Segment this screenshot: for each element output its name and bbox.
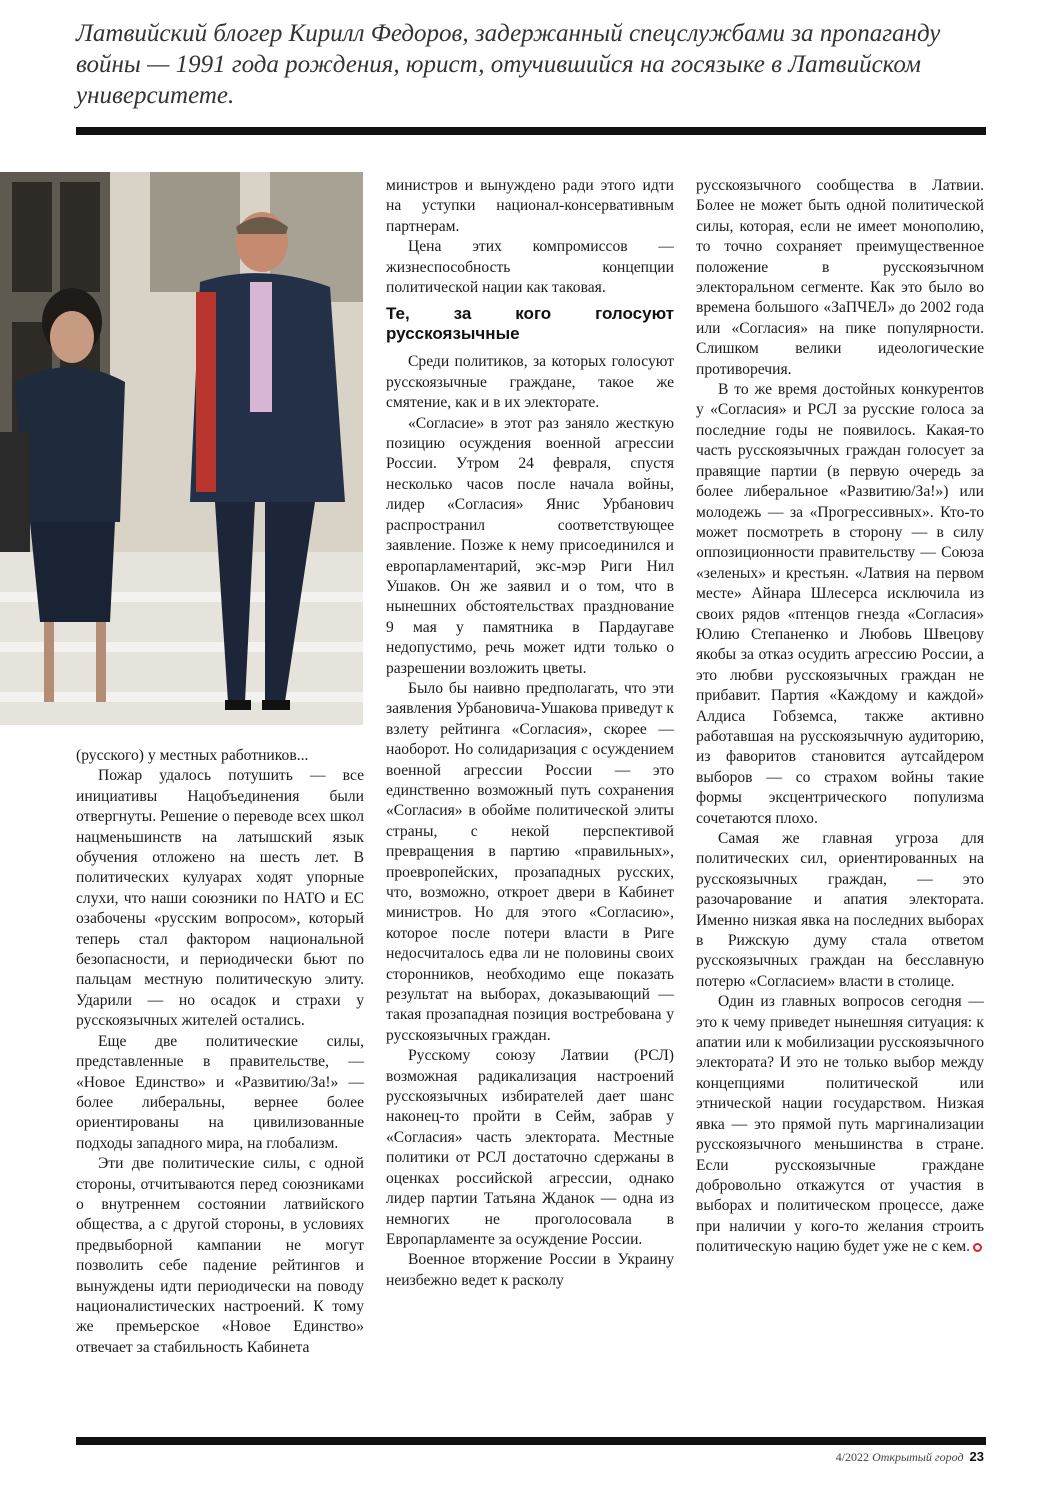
paragraph: «Согласие» в этот раз заняло жесткую позицию осуждения военной агрессии России. Утром 24 февраля, спустя несколько часов после начала войны, лидер «Согласия» Янис Урбанович распространил соответствующее заявление. Позже к нему присоединился и европарламентарий, экс-мэр Риги Нил Ушаков. Он же заявил и о том, что в нынешних обстоятельствах празднование 9 мая у памятника в Пардаугаве недопустимо, речь может идти только о разрешении возложить цветы. xyxy=(386,414,674,677)
page-footer xyxy=(836,1449,984,1465)
paragraph: Военное вторжение России в Украину неизбежно ведет к расколу xyxy=(386,1251,674,1289)
magazine-title: Открытый город xyxy=(872,1450,964,1464)
paragraph: Цена этих компромиссов — жизнеспособность концепции политической нации как таковая. xyxy=(386,238,674,297)
section-heading: Те, за кого голосуют русскоязычные xyxy=(386,304,674,344)
article-photo xyxy=(0,172,363,725)
article-column-2 xyxy=(386,176,674,1291)
article-column-1 xyxy=(76,746,364,1358)
paragraph: Было бы наивно предполагать, что эти заявления Урбановича-Ушакова приведут к взлету рейтинга «Согласия», скорее — наоборот. Но солидаризация с осуждением военной агрессии России — это единственно возможный путь сохранения «Согласия» в обойме политической элиты страны, с некой перспективой превращения в партию «правильных», проевропейских, прозападных русских, что, возможно, откроет двери в Кабинет министров. Но для этого «Согласию», которое после потери власти в Риге недосчиталось едва ли не половины своих сторонников, необходимо еще показать результат на выборах, доказывающий — такая прозападная позиция востребована у русскоязычных граждан. xyxy=(386,679,674,1044)
paragraph xyxy=(696,992,984,1257)
article-column-3 xyxy=(696,176,984,1258)
end-of-article-icon xyxy=(973,1243,982,1252)
paragraph: (русского) у местных работников... xyxy=(76,747,309,764)
paragraph: Эти две политические силы, с одной стороны, отчитываются перед союзниками о внутреннем состоянии латвийского общества, а с другой стороны, в условиях предвыборной кампании не могут позволить себе падение рейтингов и вынуждены идти периодически на поводу националистических настроений. К тому же премьерское «Новое Единство» отвечает за стабильность Кабинета xyxy=(76,1155,364,1356)
paragraph: Еще две политические силы, представленные в правительстве, — «Новое Единство» и «Развитию/За!» — более либеральны, вернее более ориентированы на цивилизованные подходы западного мира, на глобализм. xyxy=(76,1032,364,1152)
paragraph: русскоязычного сообщества в Латвии. Более не может быть одной политической силы, которая, если не имеет монополию, то точно сохраняет преимущественное положение в русскоязычном электоральном сегменте. Как это было во времена большого «ЗаПЧЕЛ» до 2002 года или «Согласия» на пике популярности. Слишком велики идеологические противоречия. xyxy=(696,177,984,378)
paragraph: Самая же главная угроза для политических сил, ориентированных на русскоязычных граждан, — это разочарование и апатия электората. Именно низкая явка на последних выборах в Рижскую думу стала ответом русскоязычных граждан на бесславную потерю «Согласием» власти в столице. xyxy=(696,830,984,990)
paragraph: министров и вынуждено ради этого идти на уступки национал-консервативным партнерам. xyxy=(386,177,674,235)
page-number: 23 xyxy=(969,1449,984,1464)
paragraph: Русскому союзу Латвии (РСЛ) возможная радикализация настроений русскоязычных избирателей дает шанс наконец-то пройти в Сейм, забрав у «Согласия» часть электората. Местные политики от РСЛ достаточно сдержаны в оценках российской агрессии, однако лидер партии Татьяна Жданок — одна из немногих не проголосовала в Европарламенте за осуждение России. xyxy=(386,1047,674,1248)
paragraph: Среди политиков, за которых голосуют русскоязычные граждане, такое же смятение, как и в их электорате. xyxy=(386,353,674,412)
paragraph-text: Один из главных вопросов сегодня — это к чему приведет нынешняя ситуация: к апатии или к мобилизации русскоязычного электората? И это не только выбор между концепциями политической или этнической нации государством. Низкая явка — это прямой путь маргинализации русскоязычного меньшинства в стране. Если русскоязычные граждане добровольно откажутся от участия в выборах и политическом процессе, даже при наличии у кого-то желания строить политическую нацию будет уже не с кем. xyxy=(696,993,984,1256)
top-rule xyxy=(76,127,986,135)
issue-number: 4/2022 xyxy=(835,1450,870,1464)
paragraph: В то же время достойных конкурентов у «Согласия» и РСЛ за русские голоса за последние годы не появилось. Какая-то часть русскоязычных граждан голосует за правящие партии (в первую очередь за более либеральное «Развитию/За!») или молодежь — за «Прогрессивных». Кто-то может посмотреть в сторону — в силу оппозиционности правительству — Союза «зеленых» и крестьян. «Латвия на первом месте» Айнара Шлесерса исключила из своих рядов «птенцов гнезда «Согласия» Юлию Степаненко и Любовь Швецову якобы за отказ осудить агрессию России, а это любви русскоязычных граждан не прибавит. Партия «Каждому и каждой» Алдиса Гобземса, также активно работавшая на русскоязычную аудиторию, из фаворитов становится аутсайдером выборов — со страхом войны такие формы эксцентрического популизма сочетаются плохо. xyxy=(696,381,984,827)
paragraph: Пожар удалось потушить — все инициативы Нацобъединения были отвергнуты. Решение о переводе всех школ нацменьшинств на латышский язык обучения отложено на шесть лет. В политических кулуарах ходят упорные слухи, что наши союзники по НАТО и ЕС озабочены «русским вопросом», который теперь стал фактором национальной безопасности, и периодически бьют по пальцам местную политическую элиту. Ударили — но осадок и страхи у русскоязычных жителей остались. xyxy=(76,767,364,1030)
bottom-rule xyxy=(76,1437,986,1445)
photo-caption: Латвийский блогер Кирилл Федоров, задержанный спецслужбами за пропаганду войны — 1991 года рождения, юрист, отучившийся на госязыке в Латвийском университете. xyxy=(76,20,941,109)
